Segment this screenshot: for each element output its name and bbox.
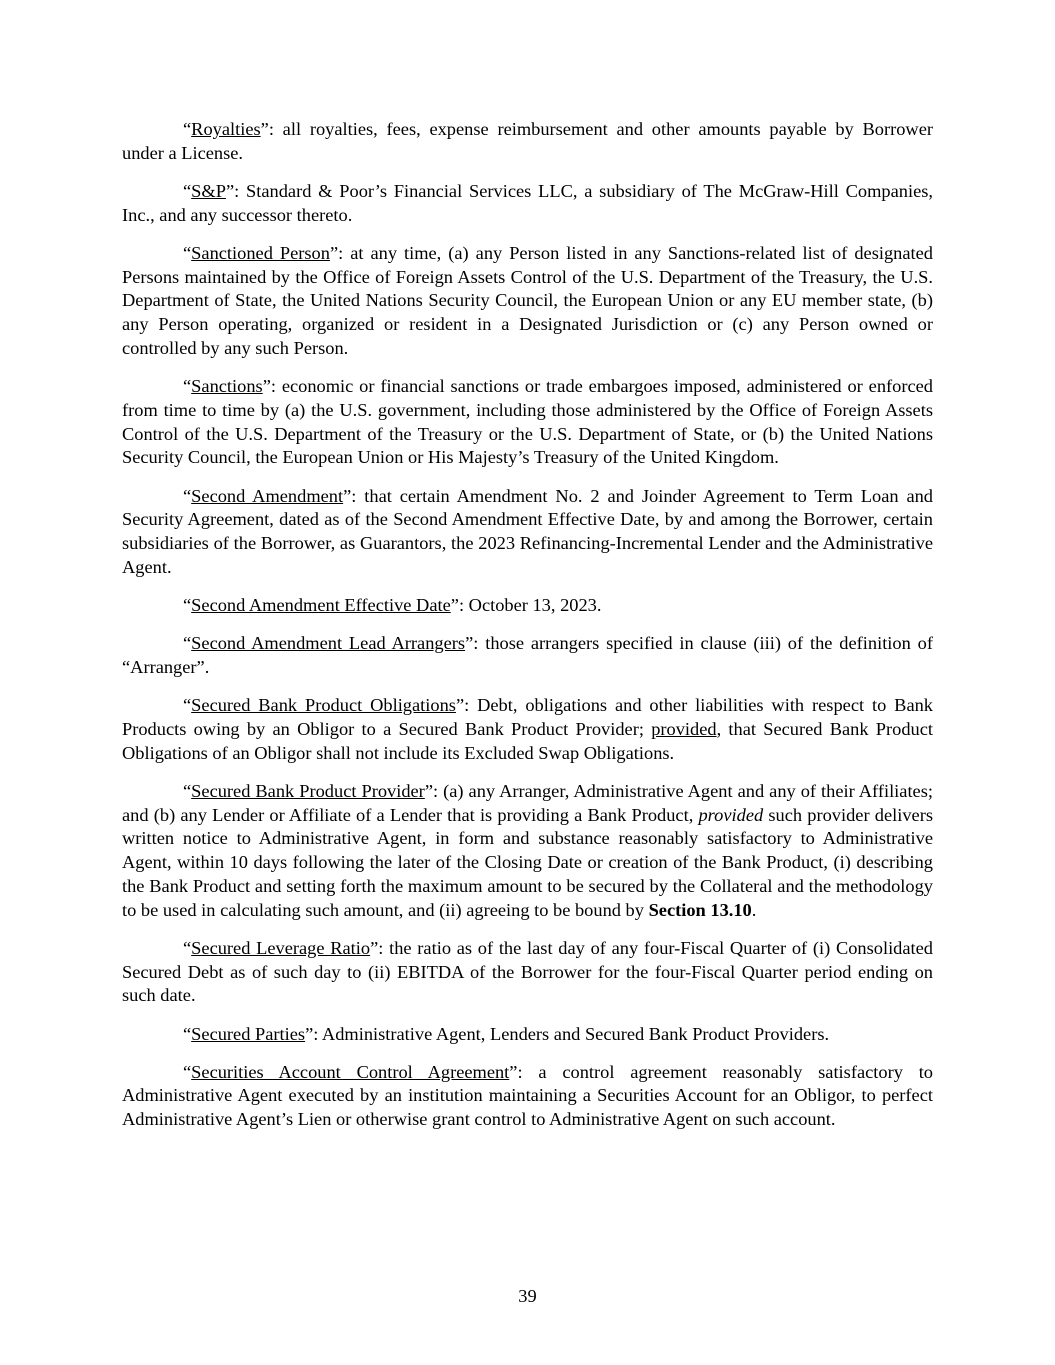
definition-second-amendment-effective-date [122, 594, 933, 618]
definition-text: : Standard & Poor’s Financial Services LLC, a subsidiary of The McGraw-Hill Companies, Inc., and any successor thereto. [122, 180, 933, 225]
document-body [122, 118, 933, 1132]
quote-open: “ [183, 119, 192, 139]
quote-close: ” [455, 695, 465, 716]
definition-text: : October 13, 2023. [458, 594, 602, 615]
definition-text-before: : Debt, obligations and other liabilities with respect to Bank Products owing by an Obligor to a Secured Bank Product Provider; [122, 695, 934, 739]
quote-open: “ [183, 695, 192, 716]
quote-close: ” [465, 633, 474, 654]
definition-text: : a control agreement reasonably satisfactory to Administrative Agent executed by an institution maintaining a Securities Account for an Obligor, to perfect Administrative Agent’s Lien or otherwise grant control to Administrative Agent on such account. [122, 1061, 934, 1130]
inline-underlined-provided: provided [651, 718, 717, 739]
defined-term: S&P [191, 180, 226, 201]
quote-close: ” [509, 1061, 518, 1082]
definition-text: : Administrative Agent, Lenders and Secured Bank Product Providers. [313, 1023, 830, 1044]
definition-second-amendment [122, 485, 933, 580]
defined-term: Secured Parties [191, 1023, 306, 1044]
definition-text-middle: such provider delivers written notice to Administrative Agent, in form and substance reasonably satisfactory to Administrative Agent, within 10 days following the later of the Closing Date or creation of the Bank Product, (i) describing the Bank Product and setting forth the maximum amount to be secured by the Collateral and the methodology to be used in calculating such amount, and (ii) agreeing to be bound by [122, 804, 933, 920]
definition-s-and-p [122, 180, 933, 227]
defined-term: Secured Bank Product Provider [191, 780, 425, 801]
definition-text: : all royalties, fees, expense reimbursement and other amounts payable by Borrower under a License. [122, 119, 933, 163]
defined-term: Sanctioned Person [191, 242, 330, 263]
quote-close: ” [329, 242, 339, 263]
quote-open: “ [183, 1061, 192, 1082]
defined-term: Secured Bank Product Obligations [191, 695, 456, 716]
quote-close: ” [260, 119, 269, 139]
definition-text: : at any time, (a) any Person listed in any Sanctions-related list of designated Persons maintained by the Office of Foreign Assets Control of the U.S. Department of the Treasury, the U.S. Department of State, the United Nations Security Council, the European Union or any EU member state, (b) any Person operating, organized or resident in a Designated Jurisdiction or (c) any Person owned or controlled by any such Person. [122, 242, 933, 358]
quote-open: “ [183, 780, 192, 801]
definition-sanctioned-person [122, 242, 933, 361]
definition-text: : that certain Amendment No. 2 and Joinder Agreement to Term Loan and Security Agreement, dated as of the Second Amendment Effective Date, by and among the Borrower, certain subsidiaries of the Borrower, as Guarantors, the 2023 Refinancing-Incremental Lender and the Administrative Agent. [122, 485, 933, 577]
quote-close: ” [305, 1023, 314, 1044]
quote-close: ” [225, 180, 235, 201]
definition-text: : the ratio as of the last day of any four-Fiscal Quarter of (i) Consolidated Secured Debt as of such day to (ii) EBITDA of the Borrower for the four-Fiscal Quarter period ending on such date. [122, 937, 934, 1006]
definition-text-after: , that Secured Bank Product Obligations of an Obligor shall not include its Excluded Swap Obligations. [122, 718, 933, 763]
quote-close: ” [424, 780, 433, 801]
quote-open: “ [183, 180, 192, 201]
quote-open: “ [183, 594, 192, 615]
quote-close: ” [262, 376, 271, 397]
quote-open: “ [183, 376, 192, 397]
defined-term: Second Amendment [191, 485, 344, 506]
definition-secured-bank-product-provider [122, 780, 933, 922]
defined-term: Second Amendment Effective Date [191, 594, 451, 615]
quote-close: ” [450, 594, 459, 615]
definition-second-amendment-lead-arrangers [122, 632, 933, 679]
quote-close: ” [370, 937, 379, 958]
definition-text-after: . [751, 899, 757, 920]
definition-secured-leverage-ratio [122, 937, 933, 1008]
quote-open: “ [183, 937, 192, 958]
page-number: 39 [518, 1286, 537, 1306]
defined-term: Second Amendment Lead Arrangers [191, 633, 466, 654]
definition-text: : those arrangers specified in clause (iii) of the definition of “Arranger”. [122, 633, 933, 677]
quote-open: “ [183, 242, 192, 263]
inline-italic-provided: provided [698, 804, 764, 825]
defined-term: Securities Account Control Agreement [191, 1061, 510, 1082]
definition-royalties [122, 118, 933, 165]
defined-term: Sanctions [191, 376, 263, 397]
defined-term: Secured Leverage Ratio [191, 937, 371, 958]
definition-secured-parties [122, 1023, 933, 1047]
section-cross-reference: Section 13.10 [648, 899, 752, 920]
quote-open: “ [183, 1023, 192, 1044]
quote-close: ” [343, 485, 352, 506]
definition-text-before: : (a) any Arranger, Administrative Agent and any of their Affiliates; and (b) any Lender or Affiliate of a Lender that is providing a Bank Product, [122, 780, 933, 825]
definition-text: : economic or financial sanctions or trade embargoes imposed, administered or enforced from time to time by (a) the U.S. government, including those administered by the Office of Foreign Assets Control of the U.S. Department of the Treasury or the U.S. Department of State, or (b) the United Nations Security Council, the European Union or His Majesty’s Treasury of the United Kingdom. [122, 376, 933, 468]
defined-term: Royalties [191, 119, 261, 139]
quote-open: “ [183, 633, 192, 654]
definition-sanctions [122, 375, 933, 470]
definition-securities-account-control-agreement [122, 1061, 933, 1132]
quote-open: “ [183, 485, 192, 506]
definition-secured-bank-product-obligations [122, 694, 933, 765]
